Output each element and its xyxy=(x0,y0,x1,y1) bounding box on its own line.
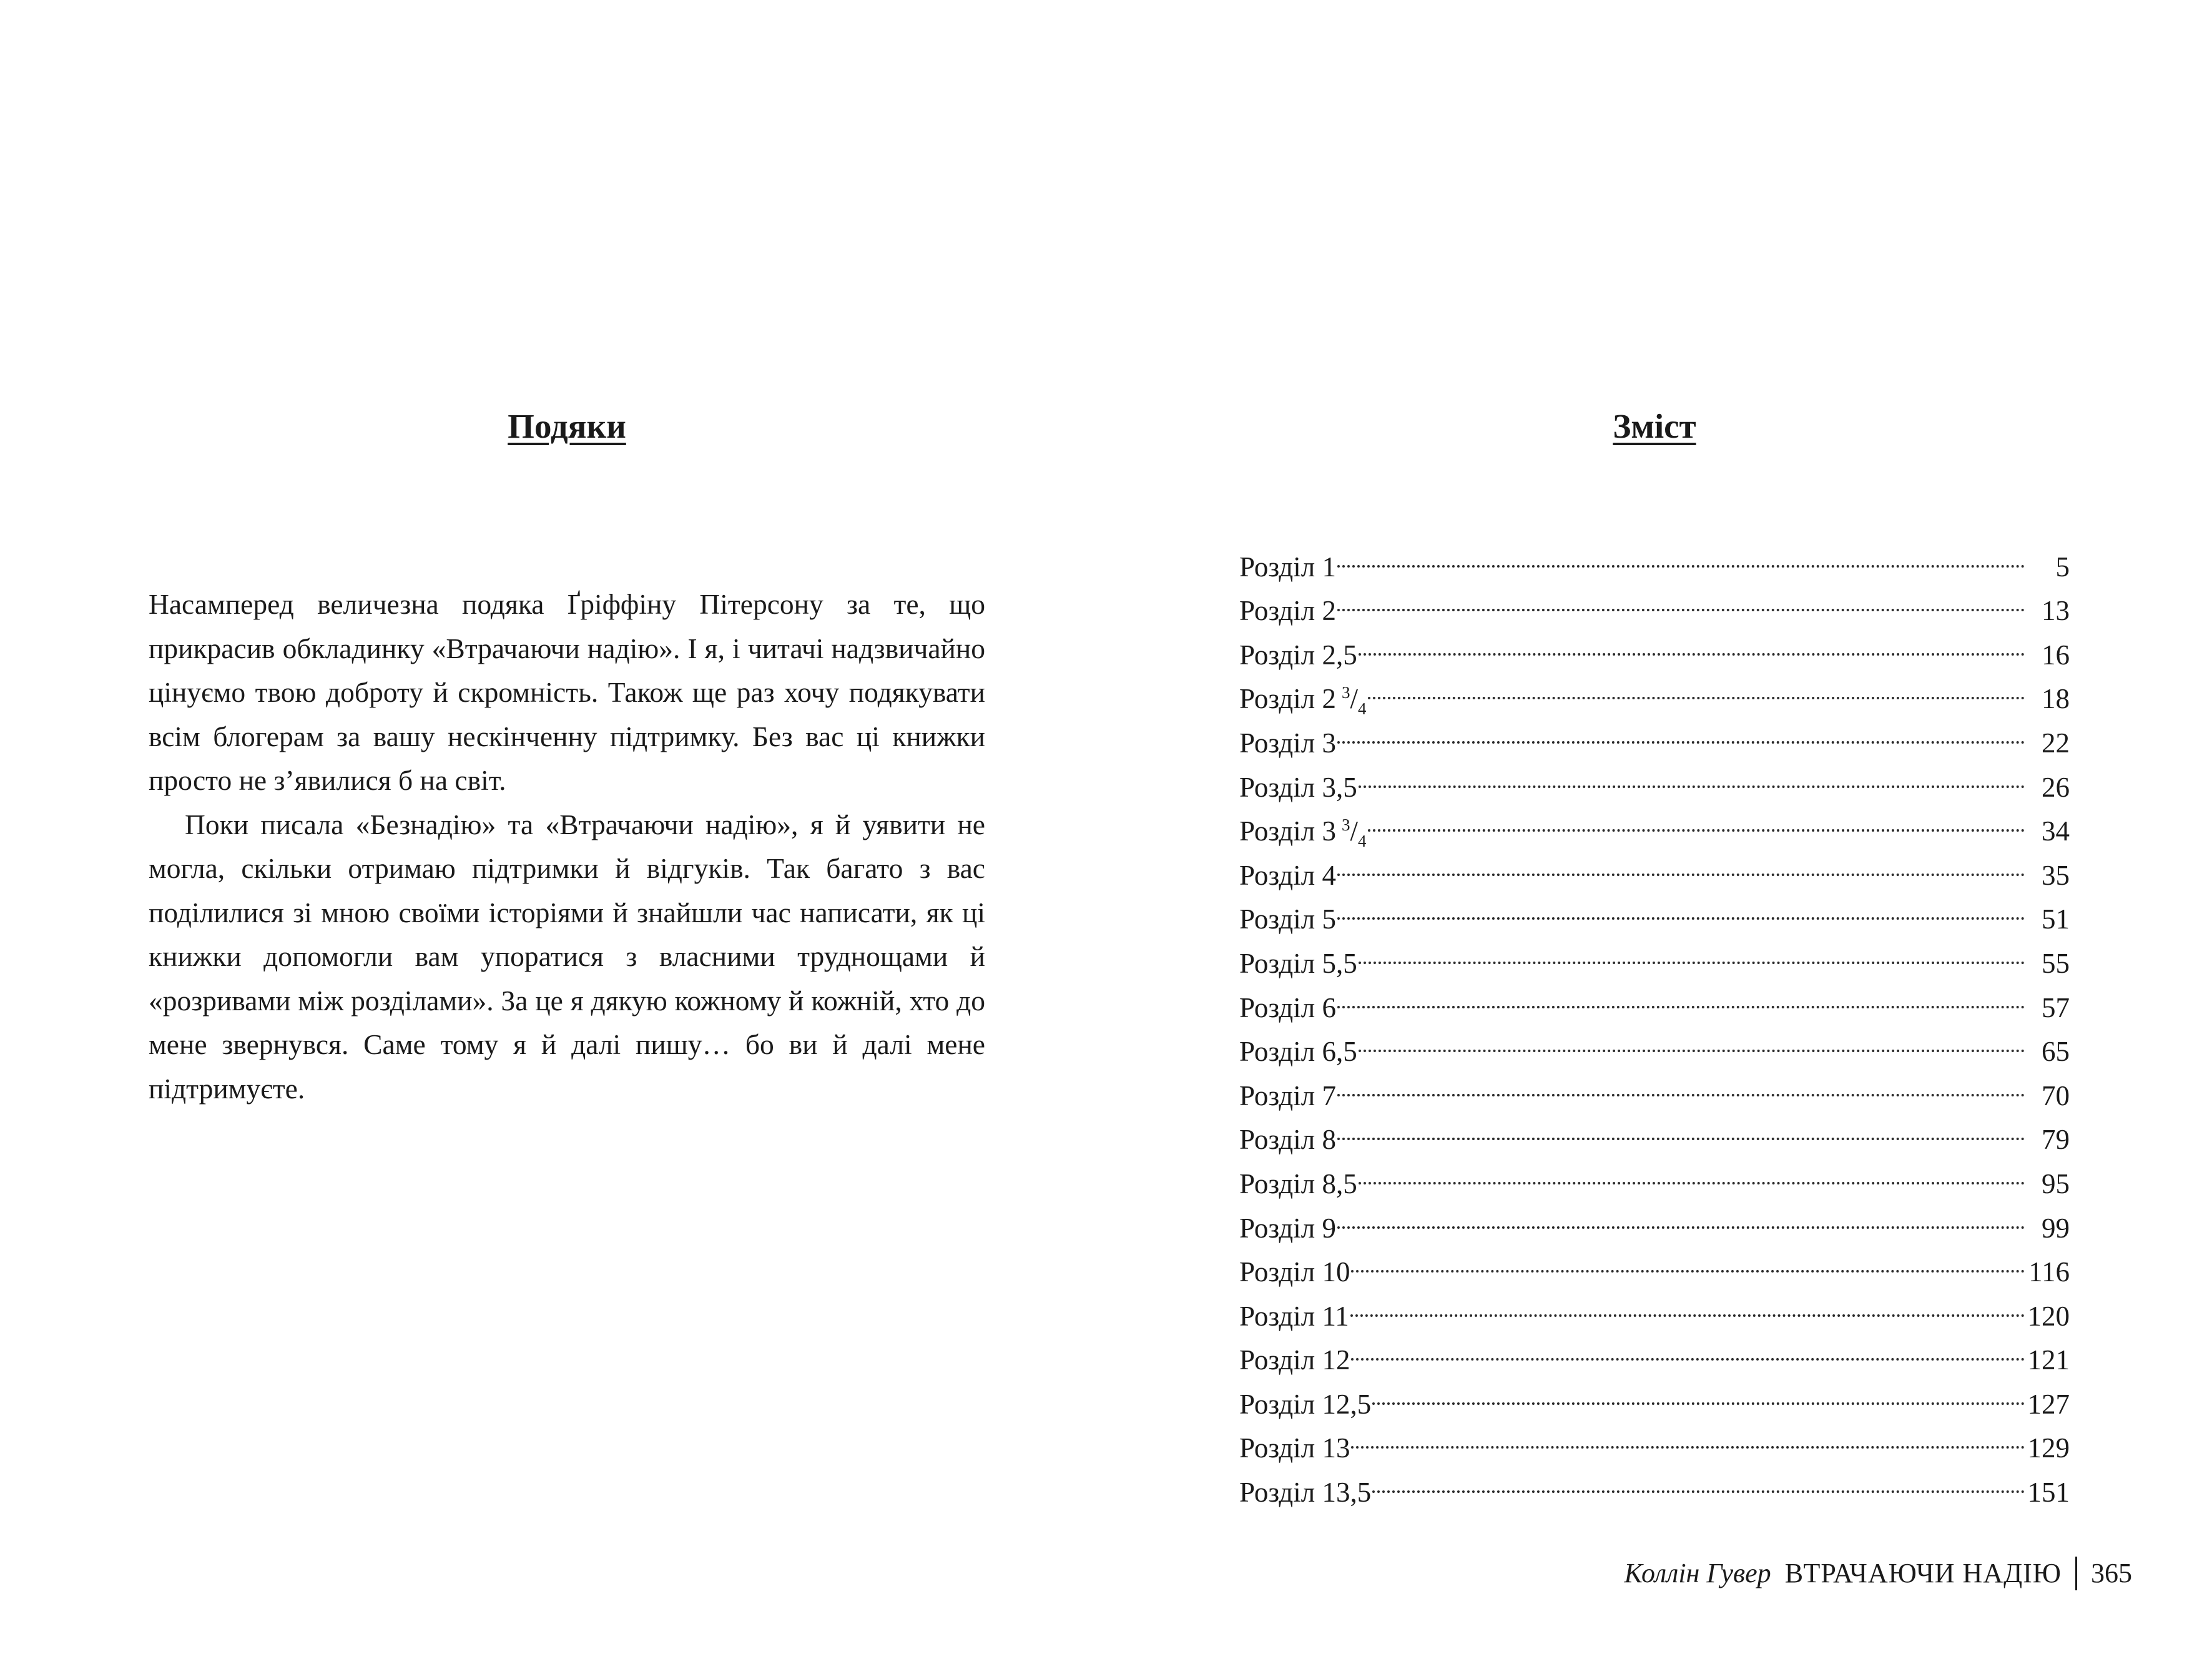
toc-dot-leader xyxy=(1337,840,2025,885)
toc-dot-leader xyxy=(1337,973,2025,1017)
toc-entry-label-text: Розділ 12 xyxy=(1239,1344,1350,1376)
fraction-slash: / xyxy=(1350,815,1359,847)
toc-entry-label-text: Розділ 2,5 xyxy=(1239,639,1357,671)
footer-separator xyxy=(2075,1557,2077,1590)
toc-entry xyxy=(1239,797,2070,851)
toc-entry-label xyxy=(1239,766,1357,810)
fraction-denominator: 4 xyxy=(1358,699,1367,719)
toc-entry xyxy=(1239,1369,2070,1420)
toc-entry xyxy=(1239,1238,2070,1288)
toc-page-number: 79 xyxy=(2042,1124,2070,1156)
fraction-numerator: 3 xyxy=(1342,815,1350,835)
toc-entry-label-text: Розділ 12,5 xyxy=(1239,1388,1372,1420)
toc-entry xyxy=(1239,1414,2070,1464)
toc-page-number: 57 xyxy=(2042,992,2070,1023)
toc-entry-label-text: Розділ 1 xyxy=(1239,551,1336,583)
toc-entry-label xyxy=(1239,721,1336,766)
toc-entry-label-text: Розділ 9 xyxy=(1239,1212,1336,1244)
toc-entry-label-text: Розділ 5,5 xyxy=(1239,947,1357,979)
toc-entry-label xyxy=(1239,1470,1371,1515)
toc-dot-leader xyxy=(1368,797,2025,841)
toc-entry-label-text: Розділ 13,5 xyxy=(1239,1477,1372,1509)
running-footer xyxy=(1625,1555,2132,1592)
toc-dot-leader xyxy=(1337,885,2025,929)
toc-entry-label-text: Розділ 3 xyxy=(1239,727,1336,759)
footer-book-title: ВТРАЧАЮЧИ НАДІЮ xyxy=(1784,1558,2062,1588)
toc-entry xyxy=(1239,664,2070,719)
toc-entry-label xyxy=(1239,1250,1350,1294)
toc-entry-label-text: Розділ 7 xyxy=(1239,1080,1336,1111)
toc-dot-leader xyxy=(1337,708,2025,752)
toc-entry-label xyxy=(1239,854,1336,898)
toc-page-number: 26 xyxy=(2042,771,2070,803)
toc-page-number: 121 xyxy=(2027,1344,2070,1376)
toc-dot-leader xyxy=(1337,532,2025,576)
toc-page-number: 151 xyxy=(2027,1477,2070,1509)
toc-entry-label xyxy=(1239,1206,1336,1251)
toc-dot-leader xyxy=(1359,1017,2025,1061)
toc-entry xyxy=(1239,928,2070,979)
toc-entry xyxy=(1239,576,2070,627)
toc-page-number: 35 xyxy=(2042,859,2070,891)
toc-dot-leader xyxy=(1351,1326,2025,1370)
toc-page-number: 99 xyxy=(2042,1212,2070,1244)
toc-dot-leader xyxy=(1337,1061,2025,1105)
toc-entry-label-text: Розділ 2 xyxy=(1239,595,1336,627)
toc-entry-label-text: Розділ 2 xyxy=(1239,683,1336,715)
toc-page-number: 55 xyxy=(2042,947,2070,979)
footer-author: Коллін Гувер xyxy=(1624,1558,1771,1588)
toc-entry-label xyxy=(1239,986,1336,1030)
toc-dot-leader xyxy=(1368,664,2025,709)
toc-page-number: 95 xyxy=(2042,1168,2070,1199)
acknowledgements-heading: Подяки xyxy=(508,407,626,445)
toc-entry xyxy=(1239,1061,2070,1111)
table-of-contents xyxy=(1239,532,2070,1509)
toc-entry-label-text: Розділ 10 xyxy=(1239,1256,1350,1288)
toc-page-number: 13 xyxy=(2042,595,2070,627)
toc-dot-leader xyxy=(1350,1281,2025,1326)
toc-page-number: 51 xyxy=(2042,903,2070,935)
toc-dot-leader xyxy=(1337,576,2025,621)
toc-entry xyxy=(1239,1326,2070,1376)
toc-entry-label-text: Розділ 6 xyxy=(1239,992,1336,1023)
toc-entry-label xyxy=(1239,1074,1336,1118)
toc-dot-leader xyxy=(1337,1105,2025,1149)
toc-entry xyxy=(1239,1281,2070,1332)
toc-page-number: 5 xyxy=(2055,551,2070,583)
toc-dot-leader xyxy=(1372,1369,2025,1414)
toc-entry-label xyxy=(1239,589,1336,633)
toc-page-number: 70 xyxy=(2042,1080,2070,1111)
toc-dot-leader xyxy=(1359,928,2025,973)
toc-entry-label-text: Розділ 6,5 xyxy=(1239,1036,1357,1068)
toc-entry-label-text: Розділ 5 xyxy=(1239,903,1336,935)
toc-page-number: 116 xyxy=(2028,1256,2070,1288)
fraction-denominator: 4 xyxy=(1358,832,1367,851)
toc-dot-leader xyxy=(1372,1457,2025,1502)
toc-page-number: 22 xyxy=(2042,727,2070,759)
toc-entry xyxy=(1239,1457,2070,1509)
toc-entry xyxy=(1239,752,2070,803)
toc-dot-leader xyxy=(1351,1414,2025,1458)
toc-entry-label xyxy=(1239,633,1357,677)
toc-entry-label xyxy=(1239,1426,1350,1470)
toc-entry-label-text: Розділ 3,5 xyxy=(1239,771,1357,803)
toc-entry xyxy=(1239,1017,2070,1068)
toc-entry xyxy=(1239,1105,2070,1156)
toc-page-number: 16 xyxy=(2042,639,2070,671)
toc-page-number: 129 xyxy=(2027,1432,2070,1464)
fraction-numerator: 3 xyxy=(1342,683,1350,702)
toc-page-number: 127 xyxy=(2027,1388,2070,1420)
toc-dot-leader xyxy=(1337,1193,2025,1238)
toc-page-number: 120 xyxy=(2027,1300,2070,1332)
toc-entry-label-text: Розділ 3 xyxy=(1239,815,1336,847)
acknowledgements-page xyxy=(149,0,985,1659)
toc-entry xyxy=(1239,708,2070,759)
toc-entry-label-text: Розділ 8,5 xyxy=(1239,1168,1357,1199)
toc-entry xyxy=(1239,532,2070,583)
toc-entry xyxy=(1239,840,2070,891)
toc-entry xyxy=(1239,1193,2070,1244)
toc-entry xyxy=(1239,620,2070,671)
toc-entry-label xyxy=(1239,1294,1349,1339)
toc-dot-leader xyxy=(1359,620,2025,664)
toc-entry-label xyxy=(1239,1118,1336,1162)
toc-page-number: 18 xyxy=(2042,683,2070,715)
toc-entry-label-text: Розділ 11 xyxy=(1239,1300,1349,1332)
toc-entry-label xyxy=(1239,897,1336,942)
toc-page-number: 65 xyxy=(2042,1036,2070,1068)
toc-dot-leader xyxy=(1351,1238,2025,1282)
toc-dot-leader xyxy=(1359,752,2025,797)
acknowledgements-paragraph-1: Насамперед величезна подяка Ґріффіну Пітерсону за те, що прикрасив обкладинку «Втрачаючи надію». І я, і читачі надзвичайно цінуємо твою доброту й скромність. Також ще раз хочу подякувати всім блогерам за вашу нескінченну підтримку. Без вас ці книжки просто не з’явилися б на світ. xyxy=(149,588,985,796)
toc-dot-leader xyxy=(1359,1149,2025,1193)
toc-entry-label-text: Розділ 4 xyxy=(1239,859,1336,891)
page-number: 365 xyxy=(2091,1558,2132,1588)
toc-entry xyxy=(1239,885,2070,935)
toc-entry-label-text: Розділ 13 xyxy=(1239,1432,1350,1464)
toc-page-number: 34 xyxy=(2042,815,2070,847)
toc-entry-label xyxy=(1239,545,1336,589)
contents-heading: Зміст xyxy=(1613,407,1696,445)
acknowledgements-paragraph-2: Поки писала «Безнадію» та «Втрачаючи надію», я й уявити не могла, скільки отримаю підтримки й відгуків. Так багато з вас поділилися зі мною своїми історіями й знайшли час написати, як ці книжки допомогли вам упоратися з власними труднощами й «розривами між розділами». За це я дякую кожному й кожній, хто до мене звернувся. Саме тому я й далі пишу… бо ви й далі мене підтримуєте. xyxy=(149,808,985,1105)
fraction-slash: / xyxy=(1350,683,1359,715)
toc-entry xyxy=(1239,1149,2070,1199)
toc-entry-label-text: Розділ 8 xyxy=(1239,1124,1336,1156)
toc-entry-label xyxy=(1239,1338,1350,1382)
toc-entry xyxy=(1239,973,2070,1023)
acknowledgements-text xyxy=(149,583,985,1111)
contents-page xyxy=(1239,0,2070,1659)
